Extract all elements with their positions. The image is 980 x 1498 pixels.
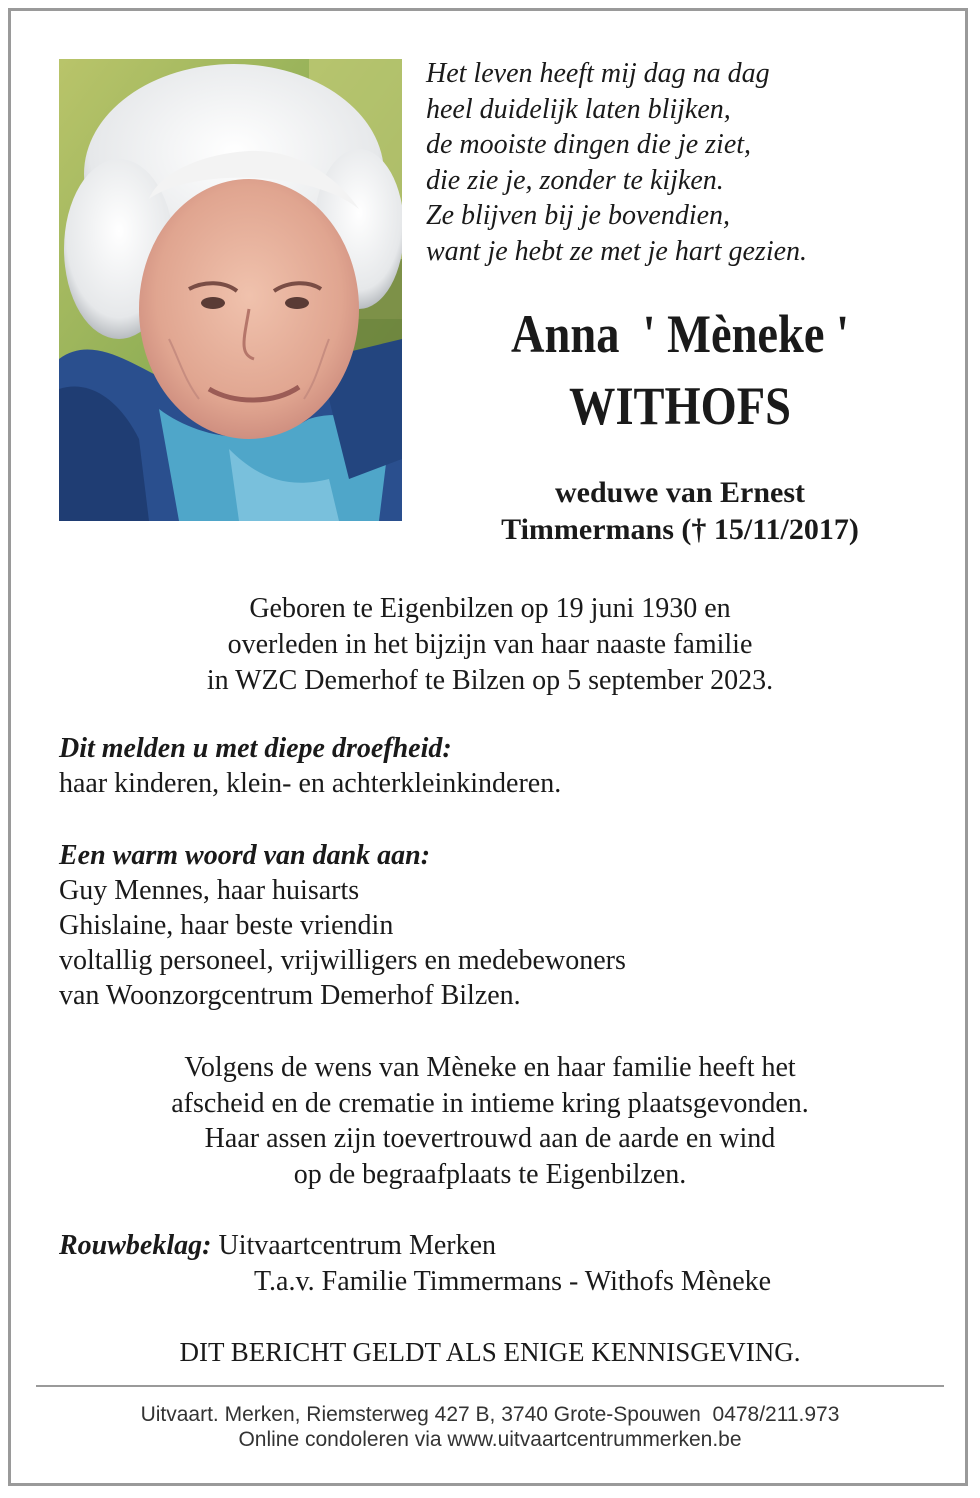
spouse-line-2: Timmermans († 15/11/2017) — [501, 513, 859, 546]
poem — [426, 56, 946, 269]
thanks-line: Ghislaine, haar beste vriendin — [59, 910, 394, 941]
born-line: Geboren te Eigenbilzen op 19 juni 1930 en — [249, 593, 731, 624]
wish-line: Haar assen zijn toevertrouwd aan de aarde en wind — [204, 1123, 776, 1154]
condolence-section — [59, 1228, 939, 1297]
deceased-first-name: Anna ' Mèneke ' — [510, 304, 849, 364]
thanks-line: van Woonzorgcentrum Demerhof Bilzen. — [59, 980, 521, 1011]
thanks-line: voltallig personeel, vrijwilligers en medebewoners — [59, 945, 626, 976]
footer-website: Online condoleren via www.uitvaartcentrummerken.be — [238, 1428, 742, 1451]
wish-section — [40, 1050, 940, 1192]
condolence-line-1: Uitvaartcentrum Merken — [211, 1230, 497, 1261]
poem-line: de mooiste dingen die je ziet, — [426, 129, 752, 160]
wish-line: op de begraafplaats te Eigenbilzen. — [293, 1158, 687, 1190]
condolence-label: Rouwbeklag: — [59, 1230, 212, 1261]
poem-line: want je hebt ze met je hart gezien. — [426, 235, 808, 267]
poem-line: die zie je, zonder te kijken. — [426, 164, 724, 196]
spouse-info — [410, 474, 950, 548]
footer-divider — [36, 1385, 944, 1387]
birth-death-info — [40, 591, 940, 699]
footer — [40, 1402, 940, 1452]
poem-line: Het leven heeft mij dag na dag — [426, 58, 770, 89]
spouse-line-1: weduwe van Ernest — [554, 476, 805, 509]
condolence-line-2: T.a.v. Familie Timmermans - Withofs Mèneke — [254, 1266, 772, 1297]
deceased-name — [448, 298, 912, 442]
announce-line: haar kinderen, klein- en achterkleinkinderen. — [59, 768, 562, 799]
thanks-header: Een warm woord van dank aan: — [59, 840, 431, 871]
born-line: in WZC Demerhof te Bilzen op 5 september 2023. — [206, 665, 774, 696]
thanks-section — [59, 838, 939, 1013]
announce-section — [59, 731, 939, 801]
wish-line: afscheid en de crematie in intieme kring plaatsgevonden. — [171, 1087, 809, 1119]
poem-line: heel duidelijk laten blijken, — [426, 93, 731, 125]
poem-line: Ze blijven bij je bovendien, — [426, 200, 731, 231]
announce-header: Dit melden u met diepe droefheid: — [59, 733, 452, 764]
portrait-photo — [59, 59, 402, 521]
thanks-line: Guy Mennes, haar huisarts — [59, 875, 360, 906]
wish-line: Volgens de wens van Mèneke en haar familie heeft het — [184, 1052, 796, 1083]
footer-address: Uitvaart. Merken, Riemsterweg 427 B, 3740 Grote-Spouwen 0478/211.973 — [140, 1403, 840, 1426]
notice-text: DIT BERICHT GELDT ALS ENIGE KENNISGEVING. — [179, 1337, 801, 1367]
deceased-surname: WITHOFS — [569, 376, 791, 436]
born-line: overleden in het bijzijn van haar naaste familie — [227, 629, 753, 660]
